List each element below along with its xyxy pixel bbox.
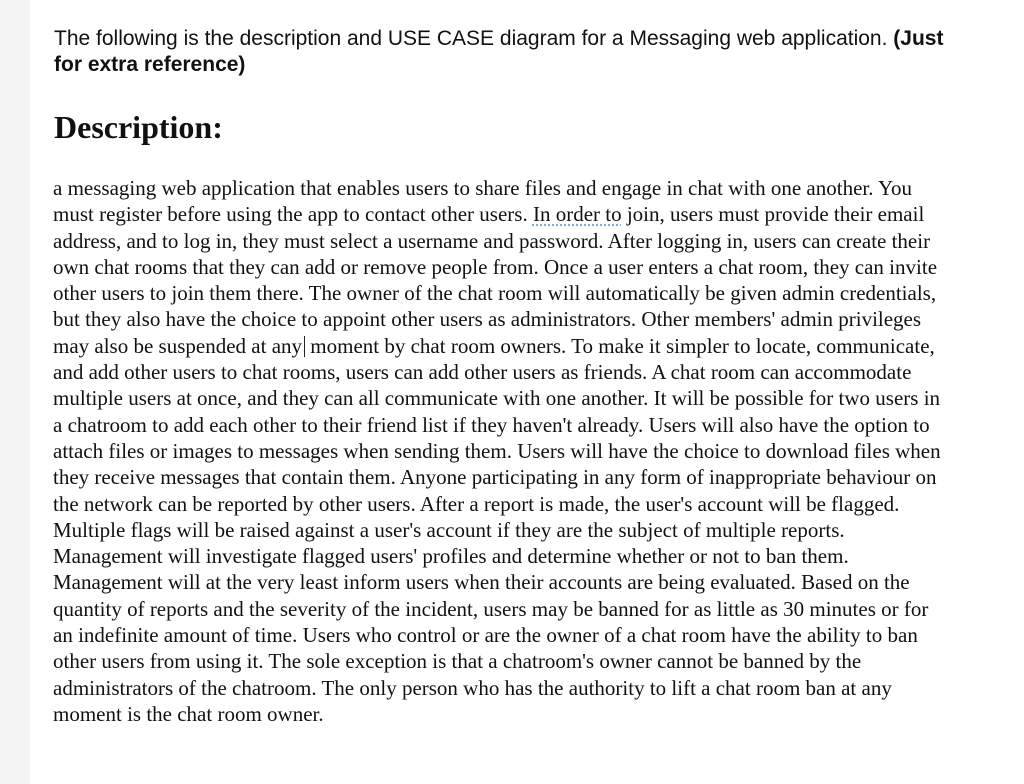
description-text-part1: a messaging web application that enables users to share files and engage in chat with one another. You must register before using the app to contact other users. bbox=[53, 176, 913, 227]
document-page bbox=[30, 0, 1024, 784]
description-text-part2: join, users must provide their email address, and to log in, they must select a username and password. After logging in, users can create their own chat rooms that they can add or remove people from. Once a user enters a chat room, they can invite other users to join them there. The owner of the chat room will automatically be given admin credentials, but they also have the choice to appoint other users as administrators. Other members' admin privileges may also be suspended at any bbox=[53, 202, 938, 358]
intro-text: The following is the description and USE CASE diagram for a Messaging web application. bbox=[54, 27, 894, 50]
description-paragraph[interactable] bbox=[53, 175, 953, 727]
grammar-flagged-phrase[interactable]: In order to bbox=[532, 202, 622, 227]
intro-bold-note: (Just for extra reference) bbox=[54, 27, 944, 76]
description-heading: Description: bbox=[54, 109, 223, 145]
intro-paragraph bbox=[54, 26, 954, 78]
description-text-part3: moment by chat room owners. To make it simpler to locate, communicate, and add other users to chat rooms, users can add other users as friends. A chat room can accommodate multiple users at once, and they can all communicate with one another. It will be possible for two users in a chatroom to add each other to their friend list if they haven't already. Users will also have the option to attach files or images to messages when sending them. Users will have the choice to download files when they receive messages that contain them. Anyone participating in any form of inappropriate behaviour on the network can be reported by other users. After a report is made, the user's account will be flagged. Multiple flags will be raised against a user's account if they are the subject of multiple reports. Management will investigate flagged users' profiles and determine whether or not to ban them. Management will at the very least inform users when their accounts are being evaluated. Based on the quantity of reports and the severity of the incident, users may be banned for as little as 30 minutes or for an indefinite amount of time. Users who control or are the owner of a chat room have the ability to ban other users from using it. The sole exception is that a chatroom's owner cannot be banned by the administrators of the chatroom. The only person who has the authority to lift a chat room ban at any moment is the chat room owner. bbox=[53, 333, 941, 726]
